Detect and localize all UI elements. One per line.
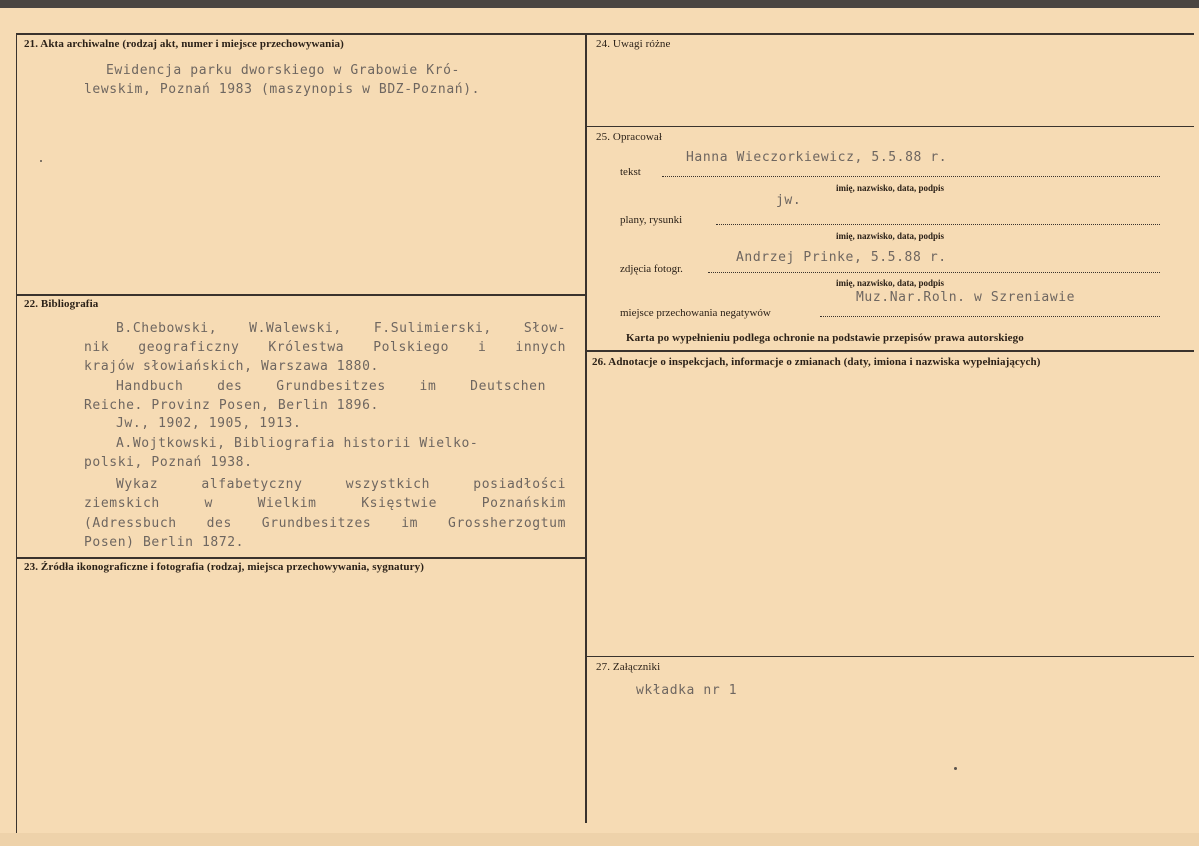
- scan-speck: [40, 160, 42, 162]
- section-21-text-line: lewskim, Poznań 1983 (maszynopis w BDZ-Poznań).: [84, 82, 481, 97]
- bibliography-line: B.Chebowski, W.Walewski, F.Sulimierski, Słow-: [116, 321, 566, 336]
- divider-22-23: [16, 557, 586, 559]
- frame-top-rule: [16, 33, 1194, 35]
- miejsce-value: Muz.Nar.Roln. w Szreniawie: [856, 290, 1076, 305]
- zdjecia-caption: imię, nazwisko, data, podpis: [836, 278, 945, 288]
- paper-bottom-edge: [0, 833, 1199, 846]
- divider-24-25: [586, 126, 1194, 127]
- divider-26-27: [586, 656, 1194, 657]
- copyright-notice: Karta po wypełnieniu podlega ochronie na podstawie przepisów prawa autorskiego: [626, 332, 1024, 344]
- zdjecia-value: Andrzej Prinke, 5.5.88 r.: [736, 250, 947, 265]
- scan-top-edge: [0, 0, 1199, 8]
- divider-25-26: [586, 350, 1194, 352]
- bibliography-line: ziemskich w Wielkim Księstwie Poznańskim: [84, 496, 566, 511]
- plany-dotted-line: [716, 224, 1160, 225]
- plany-caption: imię, nazwisko, data, podpis: [836, 231, 945, 241]
- plany-value: jw.: [776, 193, 802, 208]
- plany-label: plany, rysunki: [620, 214, 683, 226]
- bibliography-line: krajów słowiańskich, Warszawa 1880.: [84, 359, 379, 374]
- scan-speck: [954, 767, 957, 770]
- tekst-value: Hanna Wieczorkiewicz, 5.5.88 r.: [686, 150, 948, 165]
- section-23-header: 23. Źródła ikonograficzne i fotografia (rodzaj, miejsca przechowywania, sygnatury): [24, 561, 424, 573]
- column-divider: [585, 33, 587, 823]
- bibliography-line: nik geograficzny Królestwa Polskiego i innych: [84, 340, 566, 355]
- section-21-text-line: Ewidencja parku dworskiego w Grabowie Kró-: [106, 63, 460, 78]
- bibliography-line: Wykaz alfabetyczny wszystkich posiadłości: [116, 477, 566, 492]
- bibliography-line: Posen) Berlin 1872.: [84, 535, 245, 550]
- zdjecia-label: zdjęcia fotogr.: [620, 263, 683, 275]
- bibliography-line: polski, Poznań 1938.: [84, 455, 253, 470]
- section-22-header: 22. Bibliografia: [24, 298, 99, 310]
- miejsce-dotted-line: [820, 316, 1160, 317]
- divider-21-22: [16, 294, 586, 296]
- bibliography-line: Reiche. Provinz Posen, Berlin 1896.: [84, 398, 379, 413]
- attachment-value: wkładka nr 1: [636, 683, 738, 698]
- frame-left-rule: [16, 33, 17, 833]
- tekst-dotted-line: [662, 176, 1160, 177]
- section-26-header: 26. Adnotacje o inspekcjach, informacje o zmianach (daty, imiona i nazwiska wypełniających): [592, 356, 1041, 368]
- section-27-header: 27. Załączniki: [596, 661, 661, 673]
- bibliography-line: (Adressbuch des Grundbesitzes im Grossherzogtum: [84, 516, 566, 531]
- bibliography-line: A.Wojtkowski, Bibliografia historii Wielko-: [116, 436, 479, 451]
- bibliography-line: Handbuch des Grundbesitzes im Deutschen: [116, 379, 546, 394]
- miejsce-label: miejsce przechowania negatywów: [620, 307, 771, 319]
- section-25-header: 25. Opracował: [596, 131, 663, 143]
- section-24-header: 24. Uwagi różne: [596, 38, 671, 50]
- section-21-header: 21. Akta archiwalne (rodzaj akt, numer i miejsce przechowywania): [24, 38, 344, 50]
- zdjecia-dotted-line: [708, 272, 1160, 273]
- bibliography-line: Jw., 1902, 1905, 1913.: [116, 416, 302, 431]
- tekst-caption: imię, nazwisko, data, podpis: [836, 183, 945, 193]
- tekst-label: tekst: [620, 166, 641, 178]
